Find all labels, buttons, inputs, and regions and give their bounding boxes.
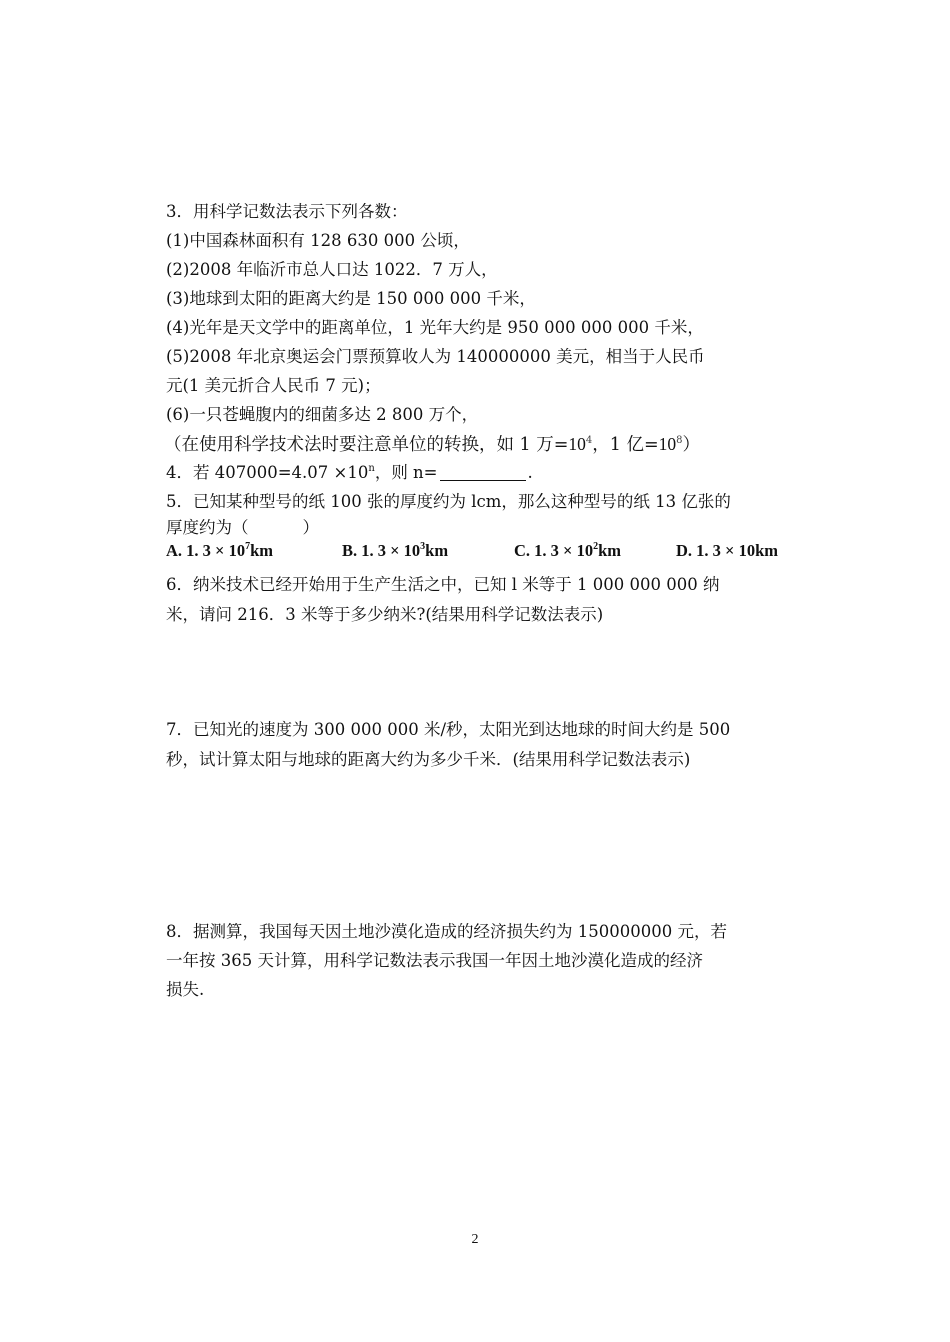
q3-note-pre: （在使用科学技术法时要注意单位的转换，如 1 万=	[164, 435, 569, 455]
q3-item-4: (4)光年是天文学中的距离单位，1 光年大约是 950 000 000 000 千米，	[166, 318, 704, 337]
q4-line	[166, 461, 533, 485]
q8-line-3: 损失.	[166, 980, 205, 999]
q4-answer-blank[interactable]	[440, 464, 526, 481]
q3-title: 3．用科学记数法表示下列各数：	[166, 202, 408, 221]
q3-note-exp2: 8	[676, 435, 683, 446]
q3-item-6: (6)一只苍蝇腹内的细菌多达 2 800 万个，	[166, 405, 479, 424]
choice-b[interactable]: B. 1. $3 \times 10^3km$	[342, 541, 449, 560]
q3-note-mid: ，1 亿=	[592, 435, 659, 455]
q5-choices	[166, 541, 806, 565]
q5-line-2	[166, 516, 319, 540]
q3-item-5-cont: 元(1 美元折合人民币 7 元)；	[166, 376, 381, 395]
choice-d[interactable]: D. 1. 3 × 10km	[676, 541, 778, 560]
q3-note	[164, 432, 700, 457]
q7-line-1: 7．已知光的速度为 300 000 000 米/秒，太阳光到达地球的时间大约是 500	[166, 720, 731, 739]
q3-note-base2: 10	[658, 434, 677, 454]
q6-line-1: 6．纳米技术已经开始用于生产生活之中，已知 l 米等于 1 000 000 000 纳	[166, 575, 720, 594]
choice-c[interactable]: C. 1. $3 \times 10^2km$	[514, 541, 621, 560]
q5-line-2-text: 厚度约为（	[166, 518, 249, 537]
q4-end: .	[527, 463, 533, 482]
choice-a[interactable]: A. 1. $3 \times 10^7km$	[166, 541, 273, 560]
q7-line-2: 秒，试计算太阳与地球的距离大约为多少千米．(结果用科学记数法表示)	[166, 750, 691, 769]
q3-item-5: (5)2008 年北京奥运会门票预算收人为 140000000 美元，相当于人民币	[166, 347, 705, 366]
q3-item-1: (1)中国森林面积有 128 630 000 公顷，	[166, 231, 470, 250]
q5-line-1: 5．已知某种型号的纸 100 张的厚度约为 lcm，那么这种型号的纸 13 亿张的	[166, 492, 731, 511]
q6-line-2: 米，请问 216．3 米等于多少纳米?(结果用科学记数法表示)	[166, 605, 604, 624]
q3-note-base1: 10	[568, 434, 586, 454]
q5-line-2-end: ）	[302, 518, 319, 537]
q3-note-post: ）	[682, 435, 701, 455]
q3-note-exp1: 4	[585, 435, 593, 446]
q3-item-2: (2)2008 年临沂市总人口达 1022．7 万人，	[166, 260, 498, 279]
q8-line-1: 8．据测算，我国每天因土地沙漠化造成的经济损失约为 150000000 元，若	[166, 922, 727, 941]
page-number: 2	[471, 1232, 479, 1247]
q4-pre: 4．若 407000=4.07 ×10	[166, 463, 369, 482]
q4-exp: n	[368, 463, 375, 474]
q4-post: ，则 n=	[374, 463, 438, 482]
q3-item-3: (3)地球到太阳的距离大约是 150 000 000 千米，	[166, 289, 536, 308]
q8-line-2: 一年按 365 天计算，用科学记数法表示我国一年因土地沙漠化造成的经济	[166, 951, 703, 970]
